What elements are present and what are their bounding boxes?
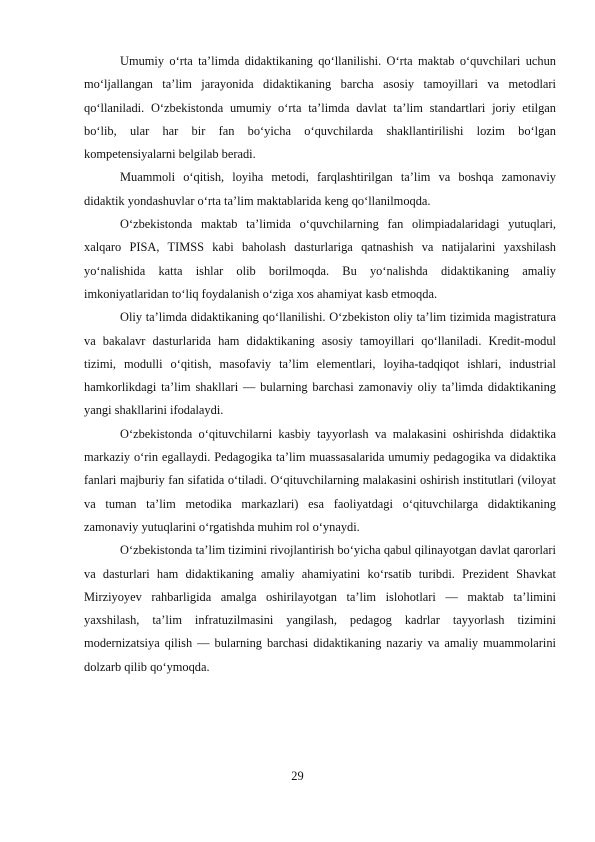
page-number: 29 [291, 769, 304, 783]
document-page [84, 50, 556, 679]
paragraph-modern-approaches: Muammoli o‘qitish, loyiha metodi, farqlashtirilgan ta’lim va boshqa zamonaviy didaktik yondashuvlar o‘rta ta’lim maktablarida keng qo‘llanilmoqda. [84, 170, 556, 208]
paragraph-higher-education: Oliy ta’limda didaktikaning qo‘llanilishi. O‘zbekiston oliy ta’lim tizimida magistratura va bakalavr dasturlarida ham didaktikaning asosiy tamoyillari qo‘llaniladi. Kredit-modul tizimi, modulli o‘qitish, masofaviy ta’lim elementlari, loyiha-tadqiqot ishlari, industrial hamkorlikdagi ta’lim shakllari — bularning barchasi zamonaviy oliy ta’limda didaktikaning yangi shakllarini ifodalaydi. [84, 310, 556, 418]
paragraph-education-reforms: O‘zbekistonda ta’lim tizimini rivojlantirish bo‘yicha qabul qilinayotgan davlat qarorlari va dasturlari ham didaktikaning amaliy ahamiyatini ko‘rsatib turibdi. Prezident Shavkat Mirziyoyev rahbarligida amalga oshirilayotgan ta’lim islohotlari — maktab ta’limini yaxshilash, ta’lim infratuzilmasini yangilash, pedagog kadrlar tayyorlash tizimini modernizatsiya qilish — bularning barchasi didaktikaning nazariy va amaliy muammolarini dolzarb qilib qo‘ymoqda. [84, 543, 556, 674]
paragraph-olympiads-assessment: O‘zbekistonda maktab ta’limida o‘quvchilarning fan olimpiadalaridagi yutuqlari, xalqaro PISA, TIMSS kabi baholash dasturlariga qatnashish va natijalarini yaxshilash yo‘nalishida katta ishlar olib borilmoqda. Bu yo‘nalishda didaktikaning amaliy imkoniyatlaridan to‘liq foydalanish o‘ziga xos ahamiyat kasb etmoqda. [84, 217, 556, 301]
paragraph-general-secondary-education: Umumiy o‘rta ta’limda didaktikaning qo‘llanilishi. O‘rta maktab o‘quvchilari uchun mo‘ljallangan ta’lim jarayonida didaktikaning barcha asosiy tamoyillari va metodlari qo‘llaniladi. O‘zbekistonda umumiy o‘rta ta’limda davlat ta’lim standartlari joriy etilgan bo‘lib, ular har bir fan bo‘yicha o‘quvchilarda shakllantirilishi lozim bo‘lgan kompetensiyalarni belgilab beradi. [84, 54, 556, 162]
paragraph-teacher-training: O‘zbekistonda o‘qituvchilarni kasbiy tayyorlash va malakasini oshirishda didaktika markaziy o‘rin egallaydi. Pedagogika ta’lim muassasalarida umumiy pedagogika va didaktika fanlari majburiy fan sifatida o‘tiladi. O‘qituvchilarning malakasini oshirish institutlari (viloyat va tuman ta’lim metodika markazlari) esa faoliyatdagi o‘qituvchilarga didaktikaning zamonaviy yutuqlarini o‘rgatishda muhim rol o‘ynaydi. [84, 426, 556, 534]
